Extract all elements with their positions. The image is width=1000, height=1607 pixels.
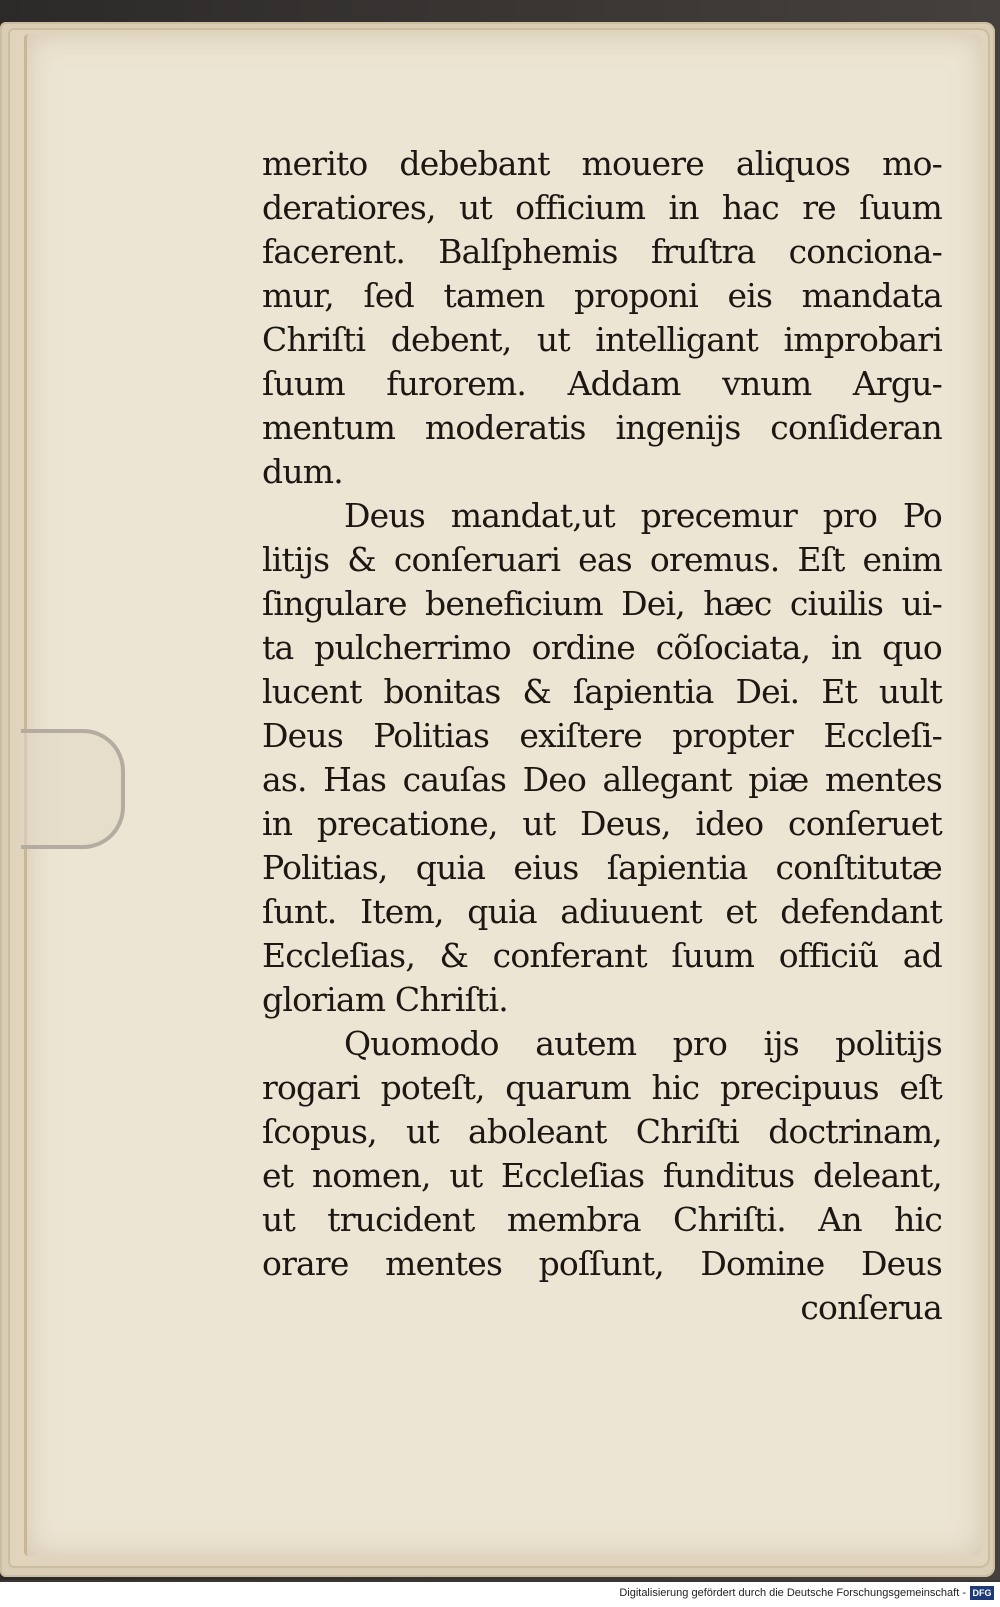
paragraph-start-line: Deus mandat,ut precemur pro Po [344, 496, 942, 535]
paragraph-start-line: Quomodo autem pro ijs politijs [344, 1024, 942, 1063]
text-line: lucent bonitas & ſapientia Dei. Et uult [262, 672, 942, 711]
text-line: mentum moderatis ingenijs conſideran [262, 408, 942, 447]
text-line: ta pulcherrimo ordine cõſociata, in quo [262, 628, 942, 667]
text-line: ſunt. Item, quia adiuuent et defendant [262, 892, 942, 931]
text-line: facerent. Balſphemis fruſtra conciona- [262, 232, 942, 271]
paper-clip [21, 729, 125, 849]
text-line: deratiores, ut officium in hac re ſuum [262, 188, 942, 227]
text-line: Chriſti debent, ut intelligant improbari [262, 320, 942, 359]
text-line: rogari poteſt, quarum hic precipuus eſt [262, 1068, 942, 1107]
text-line: dum. [262, 452, 343, 491]
text-line: Eccleſias, & conferant ſuum officiũ ad [262, 936, 942, 975]
funding-credit: Digitalisierung gefördert durch die Deutsche Forschungsgemeinschaft - [619, 1587, 966, 1599]
text-line: et nomen, ut Eccleſias funditus deleant, [262, 1156, 942, 1195]
text-line: ſuum furorem. Addam vnum Argu- [262, 364, 942, 403]
text-line: as. Has cauſas Deo allegant piæ mentes [262, 760, 942, 799]
text-line: orare mentes poſſunt, Domine Deus [262, 1244, 942, 1283]
text-line: mur, ſed tamen proponi eis mandata [262, 276, 942, 315]
text-line: merito debebant mouere aliquos mo- [262, 144, 942, 183]
text-line: ſcopus, ut aboleant Chriſti doctrinam, [262, 1112, 942, 1151]
text-line: Politias, quia eius ſapientia conſtitutæ [262, 848, 942, 887]
text-line: litijs & conſeruari eas oremus. Eſt enim [262, 540, 942, 579]
text-line: Deus Politias exiſtere propter Eccleſi- [262, 716, 942, 755]
page-text [262, 142, 942, 1330]
text-line: ſingulare beneficium Dei, hæc ciuilis ui- [262, 584, 942, 623]
catchword: conſerua [800, 1288, 942, 1327]
digitization-footer [0, 1582, 1000, 1607]
text-line: gloriam Chriſti. [262, 980, 508, 1019]
text-line: ut trucident membra Chriſti. An hic [262, 1200, 942, 1239]
dfg-logo: DFG [970, 1586, 994, 1600]
text-line: in precatione, ut Deus, ideo conſeruet [262, 804, 942, 843]
